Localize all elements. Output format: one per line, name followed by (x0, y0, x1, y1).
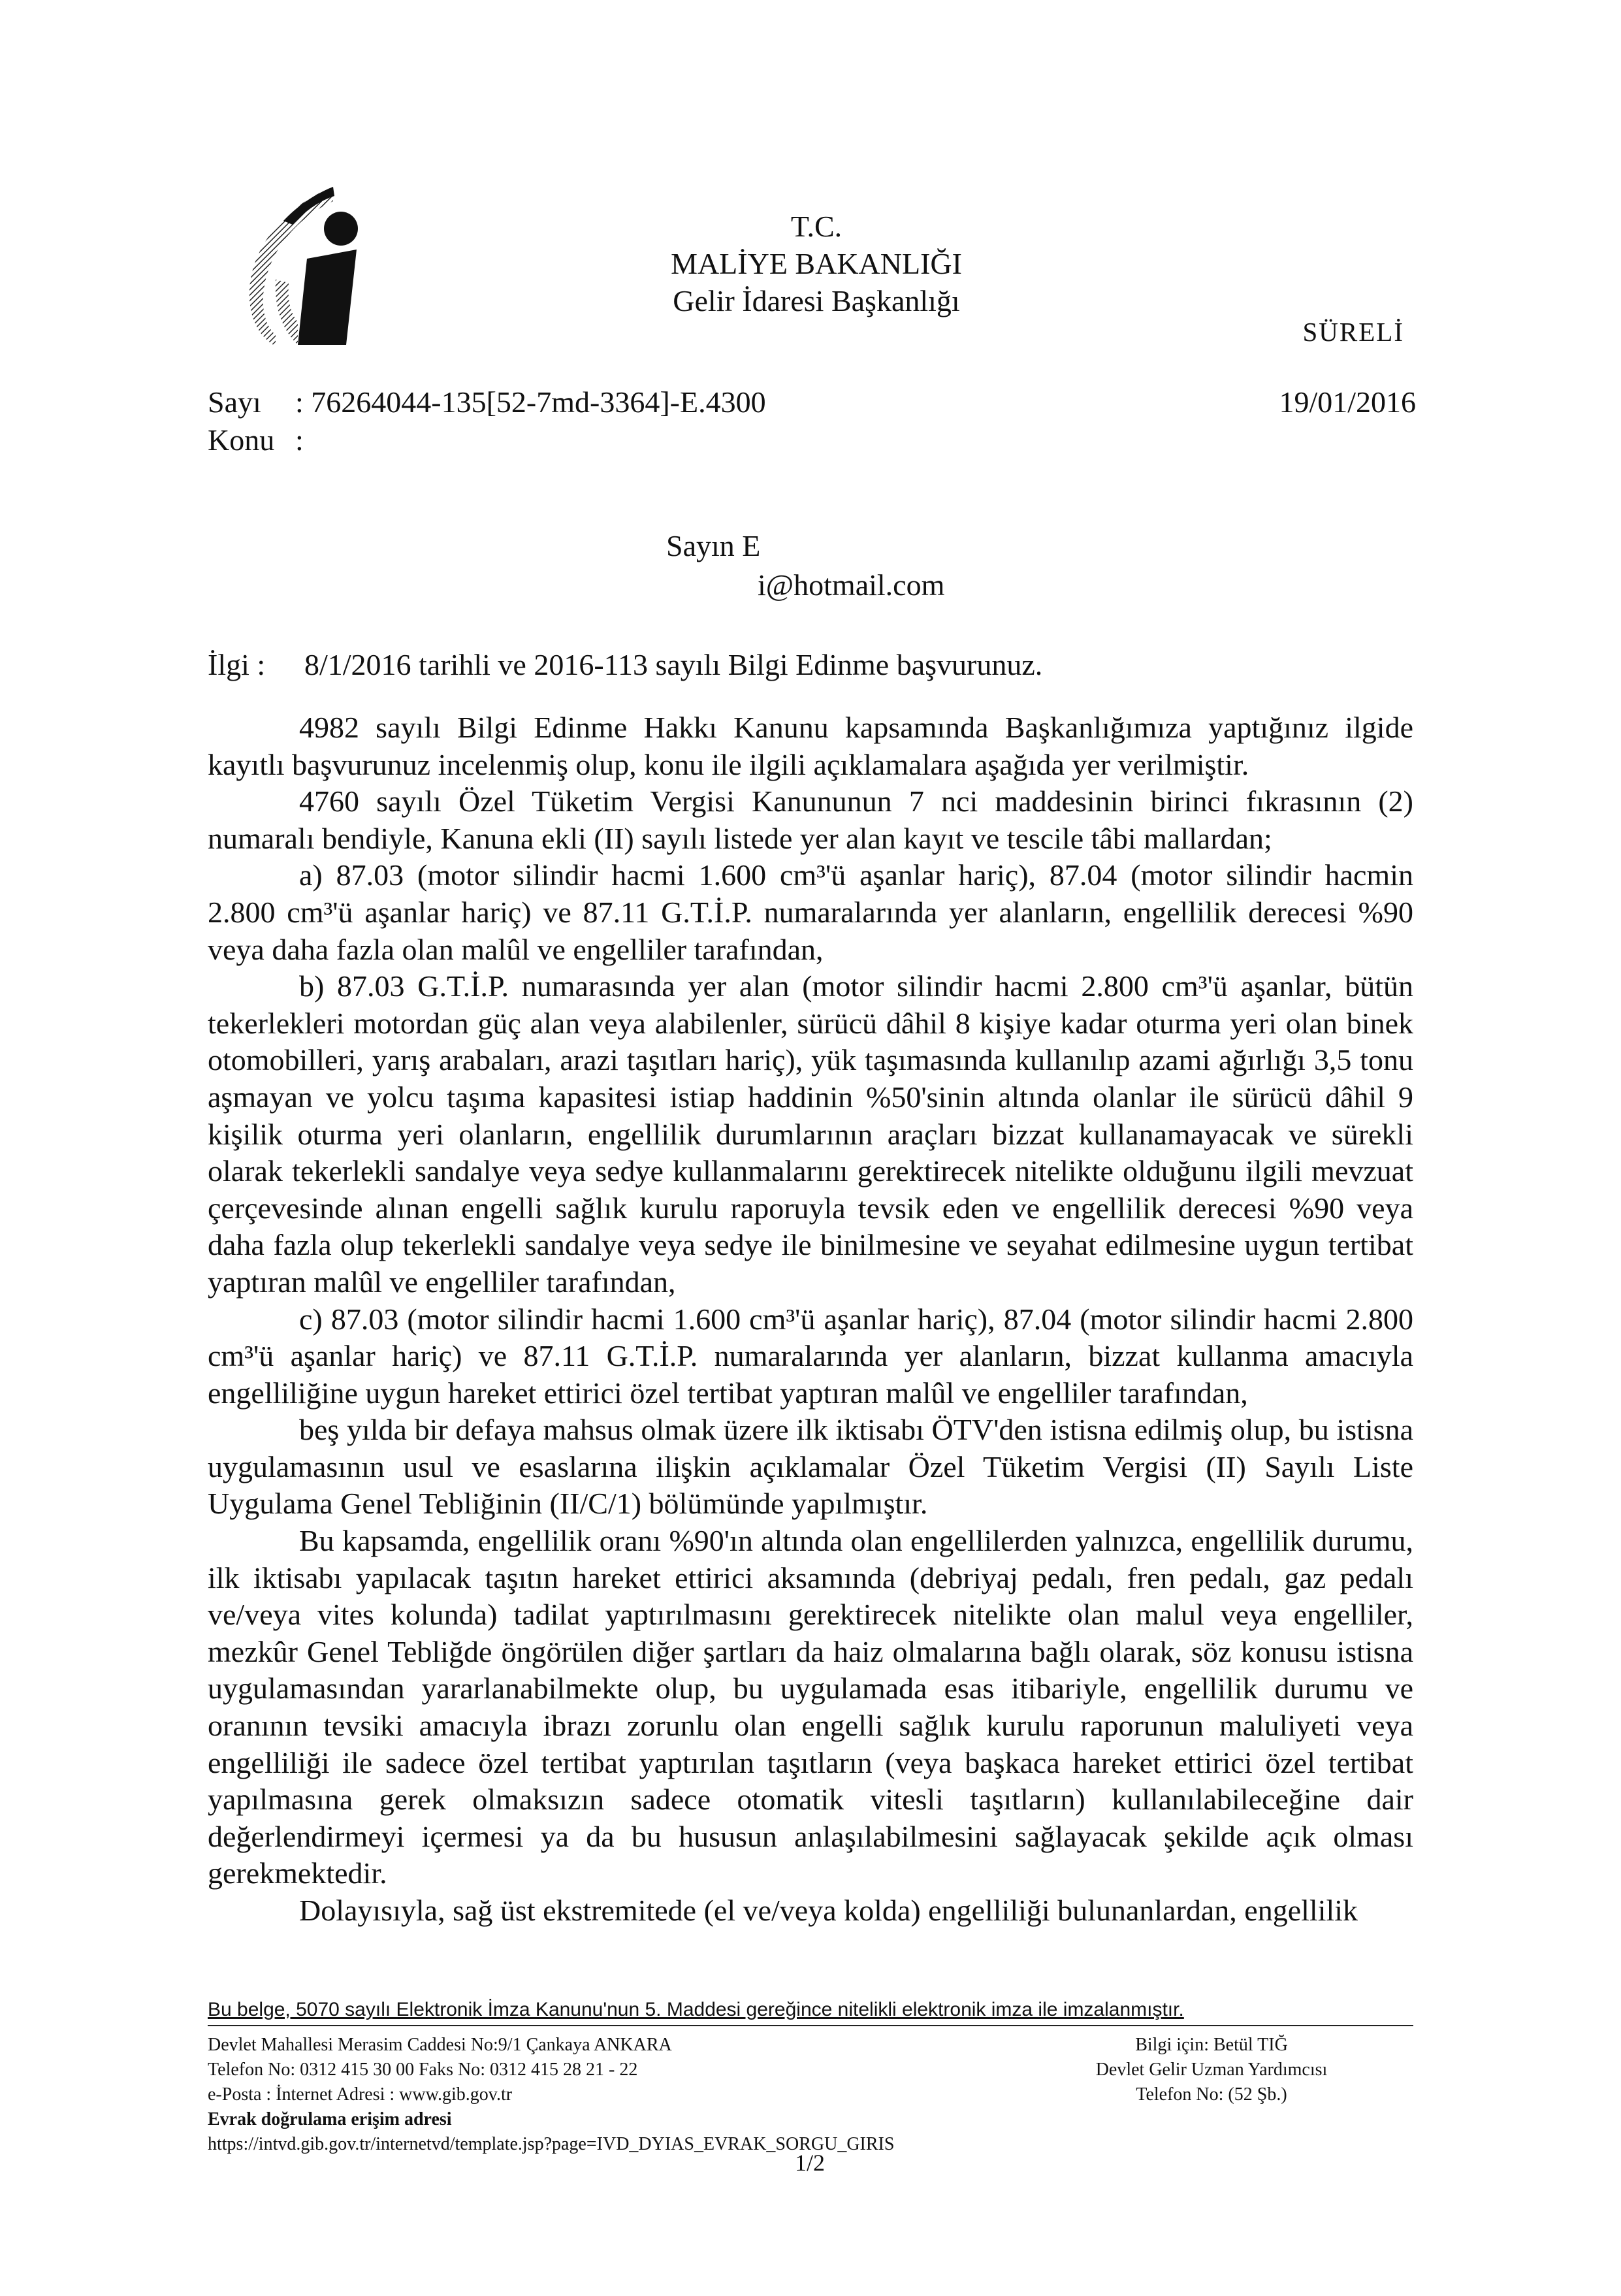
body-paragraph-b: b) 87.03 G.T.İ.P. numarasında yer alan (motor silindir hacmi 2.800 cm³'ü aşanlar, bütün tekerlekleri motordan güç alan veya alabilenler, sürücü dâhil 8 kişiye kadar oturma yeri olan binek otomobilleri, yarış arabaları, arazi taşıtları hariç), yük taşımasında kullanılıp azami ağırlığı 3,5 tonu aşmayan ve yolcu taşıma kapasitesi istiap haddinin %50'sinin altında olanlar ile sürücü dâhil 9 kişilik oturma yeri olanların, engellilik durumlarının araçları bizzat kullanamayacak ve sürekli olarak tekerlekli sandalye veya sedye kullanmalarını gerektirecek nitelikte olduğunu ilgili mevzuat çerçevesinde alınan engelli sağlık kurulu raporuyla tevsik eden ve engellilik derecesi %90 veya daha fazla olup tekerlekli sandalye veya sedye ile binilmesine ve seyahat edilmesine uygun tertibat yaptıran malûl ve engelliler tarafından, (208, 969, 1413, 1299)
body-paragraph-a: a) 87.03 (motor silindir hacmi 1.600 cm³'ü aşanlar hariç), 87.04 (motor silindir hacmin 2.800 cm³'ü aşanlar hariç) ve 87.11 G.T.İ.P. numaralarında yer alanların, engellilik derecesi %90 veya daha fazla olan malûl ve engelliler tarafından, (208, 858, 1413, 966)
footer-phone: Telefon No: 0312 415 30 00 Faks No: 0312 415 28 21 - 22 (208, 2060, 638, 2080)
footer-contact (208, 2033, 894, 2157)
document-date: 19/01/2016 (1279, 385, 1416, 419)
reference-line (208, 645, 1042, 685)
konu-value: : (295, 423, 304, 457)
body-paragraph-3: beş yılda bir defaya mahsus olmak üzere ilk iktisabı ÖTV'den istisna edilmiş olup, bu istisna uygulamasının usul ve esaslarına ilişkin açıklamalar Özel Tüketim Vergisi (II) Sayılı Liste Uygulama Genel Tebliğinin (II/C/1) bölümünde yapılmıştır. (208, 1413, 1413, 1521)
verify-url[interactable]: https://intvd.gib.gov.tr/internetvd/template.jsp?page=IVD_DYIAS_EVRAK_SORGU_GIRIS (208, 2134, 895, 2154)
sayi-value: : 76264044-135[52-7md-3364]-E.4300 (295, 385, 766, 419)
header-ministry: MALİYE BAKANLIĞI (671, 247, 962, 280)
info-contact-title: Devlet Gelir Uzman Yardımcısı (1095, 2060, 1328, 2080)
e-signature-notice: Bu belge, 5070 sayılı Elektronik İmza Kanunu'nun 5. Maddesi gereğince nitelikli elektronik imza ile imzalanmıştır. (208, 1999, 1184, 2020)
recipient-email: i@hotmail.com (758, 568, 945, 602)
info-contact-phone: Telefon No: (52 Şb.) (1136, 2084, 1287, 2105)
info-contact-name: Bilgi için: Betül TIĞ (1135, 2035, 1288, 2055)
header-tc: T.C. (790, 210, 843, 243)
body-paragraph-c: c) 87.03 (motor silindir hacmi 1.600 cm³'ü aşanlar hariç), 87.04 (motor silindir hacmi 2.800 cm³'ü aşanlar hariç) ve 87.11 G.T.İ.P. numaralarında yer alanların, bizzat kullanma amacıyla engelliliğine uygun hareket ettirici özel tertibat yaptıran malûl ve engelliler tarafından, (208, 1302, 1413, 1410)
body-paragraph-1: 4982 sayılı Bilgi Edinme Hakkı Kanunu kapsamında Başkanlığımıza yaptığınız ilgide kayıtlı başvurunuz incelenmiş olup, konu ile ilgili açıklamalara aşağıda yer verilmiştir. (208, 711, 1413, 781)
verify-title: Evrak doğrulama erişim adresi (208, 2109, 452, 2129)
letterhead (588, 208, 1045, 319)
ilgi-text: 8/1/2016 tarihli ve 2016-113 sayılı Bilgi Edinme başvurunuz. (304, 648, 1043, 681)
konu-label: Konu (208, 423, 275, 457)
footer-divider (208, 2025, 1413, 2026)
priority-label: SÜRELİ (1302, 317, 1404, 347)
reference-row (208, 383, 1416, 422)
body-paragraph-5: Dolayısıyla, sağ üst ekstremitede (el ve/veya kolda) engelliliği bulunanlardan, engellilik (299, 1894, 1358, 1927)
sayi-label: Sayı (208, 385, 261, 419)
ilgi-label: İlgi : (208, 648, 266, 681)
letter-body (208, 709, 1413, 1930)
footer-address: Devlet Mahallesi Merasim Caddesi No:9/1 Çankaya ANKARA (208, 2035, 672, 2055)
header-directorate: Gelir İdaresi Başkanlığı (673, 284, 960, 317)
body-paragraph-4: Bu kapsamda, engellilik oranı %90'ın altında olan engellilerden yalnızca, engellilik durumu, ilk iktisabı yapılacak taşıtın hareket ettirici aksamında (debriyaj pedalı, fren pedalı, gaz pedalı ve/veya vites kolunda) tadilat yaptırılmasını gerektirecek nitelikte olan malul veya engelliler, mezkûr Genel Tebliğde öngörülen diğer şartları da haiz olmalarına bağlı olarak, söz konusu istisna uygulamasından yararlanabilmekte olup, bu uygulamada esas itibariyle, engellilik durumu ve oranının tevsiki amacıyla ibrazı zorunlu olan engelli sağlık kurulu raporunun maluliyeti veya engelliliği ile sadece özel tertibat yaptırılan taşıtların (veya başkaca hareket ettirici özel tertibat yapılmasına gerek olmaksızın sadece otomatik vitesli taşıtların) kullanılabileceğine dair değerlendirmeyi içermesi ya da bu hususun anlaşılabilmesini sağlayacak şekilde açık olması gerekmektedir. (208, 1524, 1413, 1890)
subject-row (208, 421, 304, 460)
footer-info-officer (1071, 2033, 1352, 2107)
body-paragraph-2: 4760 sayılı Özel Tüketim Vergisi Kanununun 7 nci maddesinin birinci fıkrasının (2) numaralı bendiyle, Kanuna ekli (II) sayılı listede yer alan kayıt ve tescile tâbi mallardan; (208, 784, 1413, 855)
footer-web: e-Posta : İnternet Adresi : www.gib.gov.tr (208, 2084, 513, 2105)
recipient-block (666, 526, 944, 605)
recipient-salutation: Sayın E (666, 529, 761, 562)
gib-logo-icon (235, 182, 374, 353)
page-number: 1/2 (794, 2150, 825, 2176)
